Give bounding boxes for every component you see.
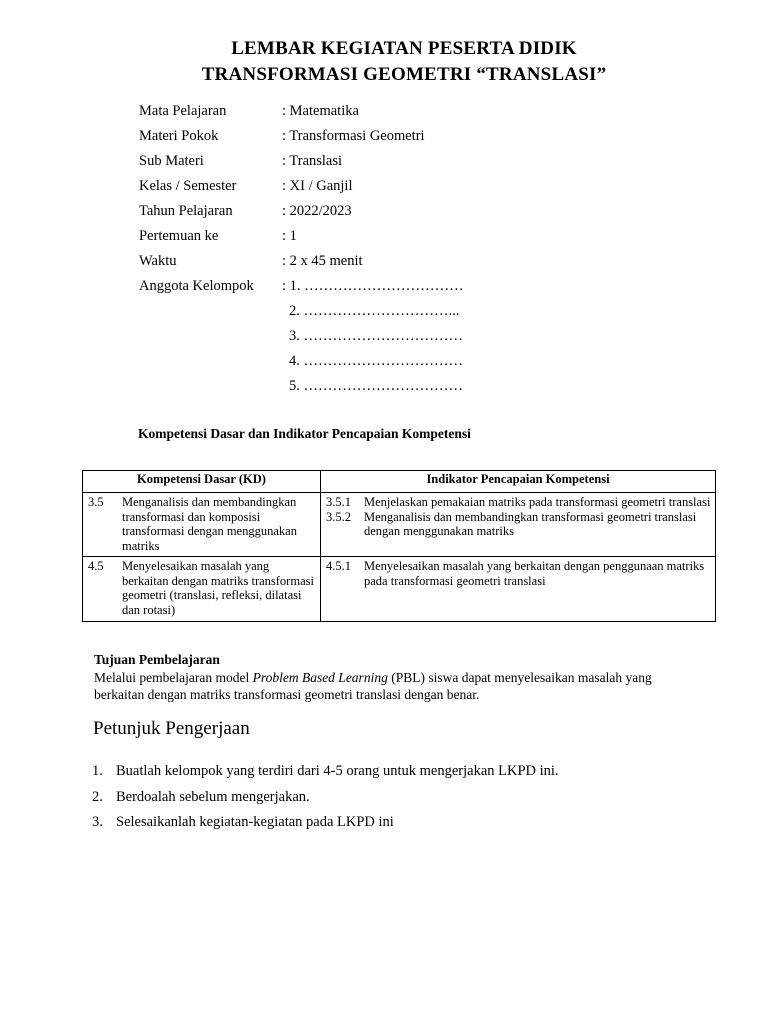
step-text: Buatlah kelompok yang terdiri dari 4-5 orang untuk mengerjakan LKPD ini. (116, 763, 559, 779)
info-value: : 2 x 45 menit (282, 253, 363, 269)
title-line-2: TRANSFORMASI GEOMETRI “TRANSLASI” (201, 64, 607, 85)
competency-heading: Kompetensi Dasar dan Indikator Pencapaian Kompetensi (138, 426, 471, 441)
info-label: Kelas / Semester (139, 178, 237, 194)
kd-number: 4.5 (88, 559, 104, 573)
objective-model-name: Problem Based Learning (252, 670, 388, 685)
info-label: Materi Pokok (139, 128, 219, 144)
learning-objective-heading: Tujuan Pembelajaran (94, 652, 220, 667)
indicator-text: Menjelaskan pemakaian matriks pada transformasi geometri translasi (364, 495, 711, 509)
objective-text-end: (PBL) siswa dapat menyelesaikan masalah yang berkaitan dengan matriks transformasi geometri translasi dengan benar. (94, 670, 652, 702)
kd-cell (83, 493, 321, 557)
instruction-step (92, 789, 310, 806)
indicator-cell (321, 557, 716, 622)
objective-text-start: Melalui pembelajaran model (94, 670, 253, 685)
instruction-step (92, 814, 394, 831)
info-label: Anggota Kelompok (139, 278, 254, 294)
member-entry-3: 3. …………………………… (289, 328, 463, 344)
indicator-text: Menyelesaikan masalah yang berkaitan dengan penggunaan matriks pada transformasi geometri translasi (364, 559, 705, 588)
table-header-row (83, 471, 716, 493)
step-number: 3. (92, 814, 103, 830)
info-value: : 1. …………………………… (282, 278, 464, 294)
indicator-item (326, 510, 711, 539)
kd-text: Menganalisis dan membandingkan transformasi dan komposisi transformasi dengan menggunakan matriks (122, 495, 297, 553)
title-line-1: LEMBAR KEGIATAN PESERTA DIDIK (231, 38, 577, 59)
indicator-text: Menganalisis dan membandingkan transformasi geometri translasi dengan menggunakan matriks (364, 509, 697, 538)
kd-item (88, 559, 316, 617)
info-value: : Translasi (282, 153, 343, 169)
table-row (83, 493, 716, 557)
instruction-step (92, 763, 559, 780)
info-value: : Transformasi Geometri (282, 128, 425, 144)
step-number: 1. (92, 763, 103, 779)
info-label: Tahun Pelajaran (139, 203, 233, 219)
competency-table (82, 470, 716, 622)
indicator-item (326, 559, 711, 588)
table-row (83, 557, 716, 622)
member-entry-4: 4. …………………………… (289, 353, 463, 369)
member-entry-2: 2. …………………………... (289, 303, 460, 319)
indicator-item (326, 495, 711, 510)
info-value: : XI / Ganjil (282, 178, 353, 194)
learning-objective-text (94, 669, 694, 703)
info-value: : 1 (282, 228, 297, 244)
step-number: 2. (92, 789, 103, 805)
instructions-heading: Petunjuk Pengerjaan (93, 718, 250, 739)
info-value: : 2022/2023 (282, 203, 352, 219)
kd-number: 3.5 (88, 495, 104, 509)
info-value: : Matematika (282, 103, 359, 119)
step-text: Berdoalah sebelum mengerjakan. (116, 789, 310, 805)
info-label: Mata Pelajaran (139, 103, 227, 119)
kd-item (88, 495, 316, 553)
indicator-number: 3.5.2 (326, 509, 351, 524)
indicator-number: 3.5.1 (326, 495, 351, 509)
member-entry-5: 5. …………………………… (289, 378, 463, 394)
info-label: Sub Materi (139, 153, 204, 169)
info-label: Pertemuan ke (139, 228, 219, 244)
info-label: Waktu (139, 253, 177, 269)
header-indikator: Indikator Pencapaian Kompetensi (321, 471, 716, 493)
header-kd: Kompetensi Dasar (KD) (83, 471, 321, 493)
indicator-cell (321, 493, 716, 557)
indicator-number: 4.5.1 (326, 559, 351, 573)
kd-text: Menyelesaikan masalah yang berkaitan dengan matriks transformasi geometri (translasi, refleksi, dilatasi dan rotasi) (122, 559, 314, 617)
kd-cell (83, 557, 321, 622)
step-text: Selesaikanlah kegiatan-kegiatan pada LKPD ini (116, 814, 394, 830)
